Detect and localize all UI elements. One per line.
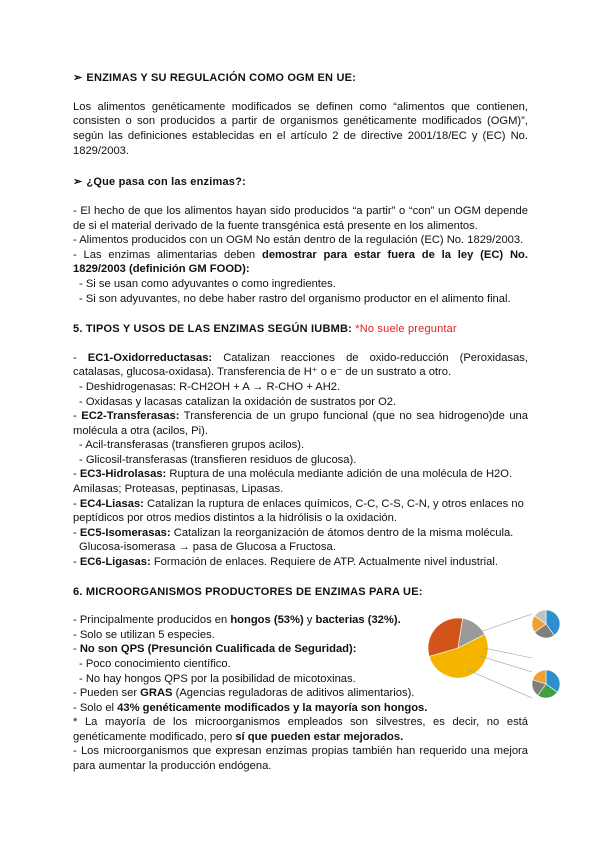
paragraph-line: según las definiciones establecidas en el artículo 2 de directive 2001/18/EC y (EC) No. [73, 130, 528, 142]
paragraph-line: Amilasas; Proteasas, peptinasas, Lipasas. [73, 483, 284, 495]
list-item-ec1: - EC1-Oxidorreductasas: Catalizan reacciones de oxido-reducción (Peroxidasas, [73, 352, 528, 364]
list-item: - Principalmente producidos en hongos (53%) y bacterias (32%). [73, 614, 401, 626]
section-heading-microorganismos: 6. MICROORGANISMOS PRODUCTORES DE ENZIMAS PARA UE: [73, 586, 423, 598]
list-item-ec3: - EC3-Hidrolasas: Ruptura de una molécula mediante adición de una molécula de H2O. [73, 468, 513, 480]
connector-line [480, 614, 532, 632]
paragraph-line: catalasas, glucosa-oxidasa). Transferencia de H⁺ o e⁻ de un sustrato a otro. [73, 366, 452, 378]
section-heading-tipos: 5. TIPOS Y USOS DE LAS ENZIMAS SEGÚN IUBMB: *No suele preguntar [73, 323, 457, 335]
list-item: - Alimentos producidos con un OGM No están dentro de la regulación (EC) No. 1829/2003. [73, 234, 524, 246]
connector-line [484, 648, 532, 658]
list-item: - Pueden ser GRAS (Agencias reguladoras de aditivos alimentarios). [73, 687, 415, 699]
list-item: - Acil-transferasas (transfieren grupos acilos). [79, 439, 305, 451]
paragraph-line: * La mayoría de los microorganismos empleados son silvestres, es decir, no está [73, 716, 528, 728]
list-item: - Si se usan como adyuvantes o como ingredientes. [79, 278, 336, 290]
sub-pie-bottom [532, 670, 560, 698]
paragraph-line: - El hecho de que los alimentos hayan sido producidos “a partir” o “con” un OGM depende [73, 205, 528, 217]
sub-pie-top [532, 610, 560, 638]
paragraph-line: consisten o son producidos a partir de organismos genéticamente modificados (OGM)”, [73, 115, 528, 127]
paragraph-line: 1829/2003 (definición GM FOOD): [73, 263, 250, 275]
list-item: - Poco conocimiento científico. [79, 658, 231, 670]
connector-line [468, 670, 532, 698]
note-red: *No suele preguntar [351, 323, 457, 335]
list-item: - No hay hongos QPS por la posibilidad de micotoxinas. [79, 673, 356, 685]
list-item-ec6: - EC6-Ligasas: Formación de enlaces. Requiere de ATP. Actualmente nivel industrial. [73, 556, 498, 568]
connector-line [480, 656, 532, 672]
section-heading-ogm: ➢ ENZIMAS Y SU REGULACIÓN COMO OGM EN UE: [73, 72, 356, 84]
section-heading-enzimas: ➢ ¿Que pasa con las enzimas?: [73, 176, 246, 188]
list-item: - Oxidasas y lacasas catalizan la oxidación de sustratos por O2. [79, 396, 397, 408]
list-item: - Solo el 43% genéticamente modificados y la mayoría son hongos. [73, 702, 428, 714]
list-item-ec2: - EC2-Transferasas: Transferencia de un grupo funcional (que no sea hidrogeno)de una [73, 410, 528, 422]
paragraph-line: molécula a otra (acilos, Pi). [73, 425, 208, 437]
paragraph-line: genéticamente modificado, pero sí que pueden estar mejorados. [73, 731, 404, 743]
list-item: - Las enzimas alimentarias deben demostrar para estar fuera de la ley (EC) No. [73, 249, 528, 261]
list-item-ec4: - EC4-Liasas: Catalizan la ruptura de enlaces químicos, C-C, C-S, C-N, y otros enlaces no [73, 498, 524, 510]
list-item: - Si son adyuvantes, no debe haber rastro del organismo productor en el alimento final. [79, 293, 511, 305]
list-item-ec5: - EC5-Isomerasas: Catalizan la reorganización de átomos dentro de la misma molécula. [73, 527, 514, 539]
list-item: - Solo se utilizan 5 especies. [73, 629, 215, 641]
paragraph-line: 1829/2003. [73, 145, 129, 157]
paragraph-line: Glucosa-isomerasa → pasa de Glucosa a Fructosa. [79, 541, 336, 553]
paragraph-line: de si el material derivado de la fuente transgénica está presente en los alimentos. [73, 220, 478, 232]
paragraph-line: Los alimentos genéticamente modificados se definen como “alimentos que contienen, [73, 101, 528, 113]
list-item: - No son QPS (Presunción Cualificada de Seguridad): [73, 643, 357, 655]
microorganisms-pie-chart [418, 598, 572, 708]
arrow-bullet-icon: ➢ [73, 72, 83, 84]
paragraph-line: - Los microorganismos que expresan enzimas propias también han requerido una mejora [73, 745, 528, 757]
list-item: - Deshidrogenasas: R-CH2OH + A → R-CHO + AH2. [79, 381, 341, 393]
paragraph-line: para aumentar la producción endógena. [73, 760, 272, 772]
list-item: - Glicosil-transferasas (transfieren residuos de glucosa). [79, 454, 357, 466]
paragraph-line: peptídicos por otros medios distintos a la hidrólisis o la oxidación. [73, 512, 397, 524]
main-pie [428, 618, 488, 678]
arrow-bullet-icon: ➢ [73, 176, 83, 188]
